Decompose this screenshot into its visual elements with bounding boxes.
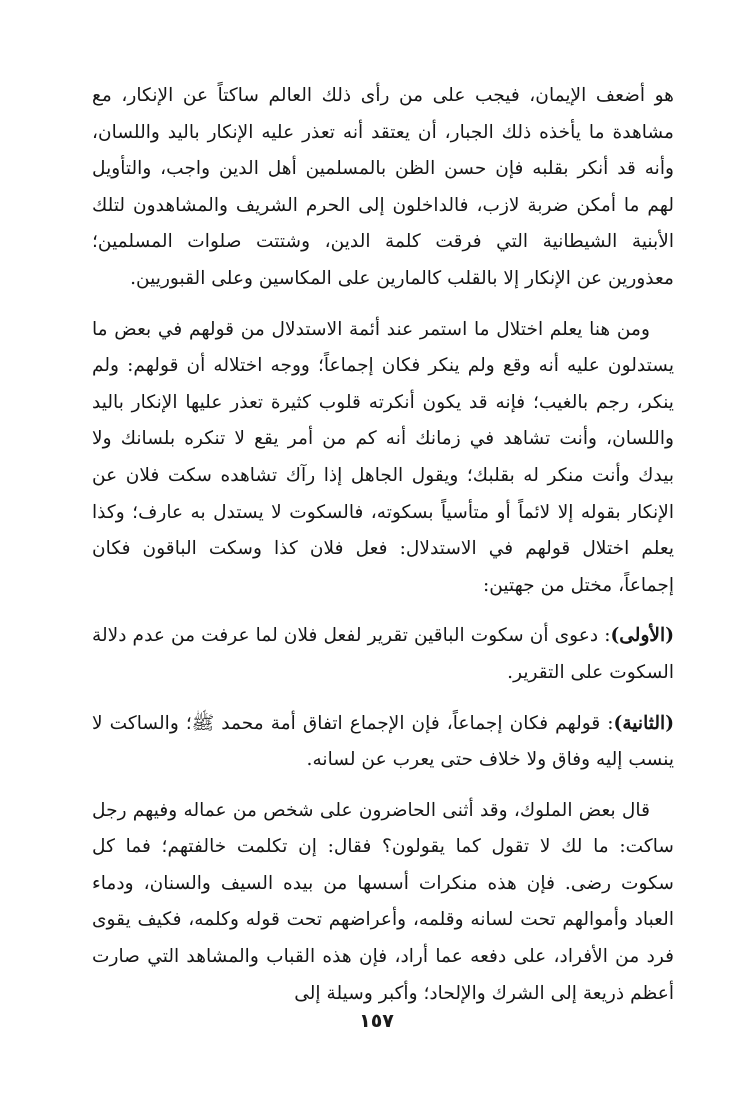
page-number: ١٥٧	[359, 1010, 394, 1032]
paragraph-1-text: هو أضعف الإيمان، فيجب على من رأى ذلك العالم ساكتاً عن الإنكار، مع مشاهدة ما يأخذه ذلك الجبار، أن يعتقد أنه تعذر عليه الإنكار باليد واللسان، وأنه قد أنكر بقلبه فإن حسن الظن بالمسلمين أهل الدين واجب، والتأويل لهم ما أمكن ضربة لازب، فالداخلون إلى الحرم الشريف والمشاهدون لتلك الأبنية الشيطانية التي فرقت كلمة الدين، وشتتت صلوات المسلمين؛ معذورين عن الإنكار إلا بالقلب كالمارين على المكاسين وعلى القبوريين.	[92, 85, 674, 289]
first-point-label: (الأولى)	[610, 625, 674, 647]
second-point-text: : قولهم فكان إجماعاً، فإن الإجماع اتفاق أمة محمد ﷺ؛ والساكت لا ينسب إليه وفاق ولا خلاف حتى يعرب عن لسانه.	[92, 712, 674, 771]
second-point-label: (الثانية)	[613, 712, 674, 734]
paragraph-first-point	[92, 618, 674, 691]
paragraph-1	[92, 78, 674, 298]
first-point-text: : دعوى أن سكوت الباقين تقرير لفعل فلان لما عرفت من عدم دلالة السكوت على التقرير.	[92, 625, 674, 683]
paragraph-5	[92, 793, 674, 1013]
page-body	[92, 78, 674, 1012]
paragraph-2-text: ومن هنا يعلم اختلال ما استمر عند أئمة الاستدلال من قولهم في بعض ما يستدلون عليه أنه وقع ولم ينكر فكان إجماعاً؛ ووجه اختلاله أن قولهم: ولم ينكر، رجم بالغيب؛ فإنه قد يكون أنكرته قلوب كثيرة تعذر عليها الإنكار باليد واللسان، وأنت تشاهد في زمانك أنه كم من أمر يقع لا تنكره بلسانك ولا بيدك وأنت منكر له بقلبك؛ ويقول الجاهل إذا رآك تشاهده سكت فلان عن الإنكار بقوله إلا لائماً أو متأسياً بسكوته، فالسكوت لا يستدل به عارف؛ وكذا يعلم اختلال قولهم في الاستدلال: فعل فلان كذا وسكت الباقون فكان إجماعاً، مختل من جهتين:	[92, 318, 674, 596]
paragraph-5-text: قال بعض الملوك، وقد أثنى الحاضرون على شخص من عماله وفيهم رجل ساكت: ما لك لا تقول كما يقولون؟ فقال: إن تكلمت خالفتهم؛ فما كل سكوت رضى. فإن هذه منكرات أسسها من بيده السيف والسنان، ودماء العباد وأموالهم تحت لسانه وقلمه، وأعراضهم تحت قوله وكلمه، فكيف يقوى فرد من الأفراد، على دفعه عما أراد، فإن هذه القباب والمشاهد التي صارت أعظم ذريعة إلى الشرك والإلحاد؛ وأكبر وسيلة إلى	[92, 799, 674, 1004]
paragraph-2	[92, 312, 674, 605]
paragraph-second-point	[92, 706, 674, 779]
